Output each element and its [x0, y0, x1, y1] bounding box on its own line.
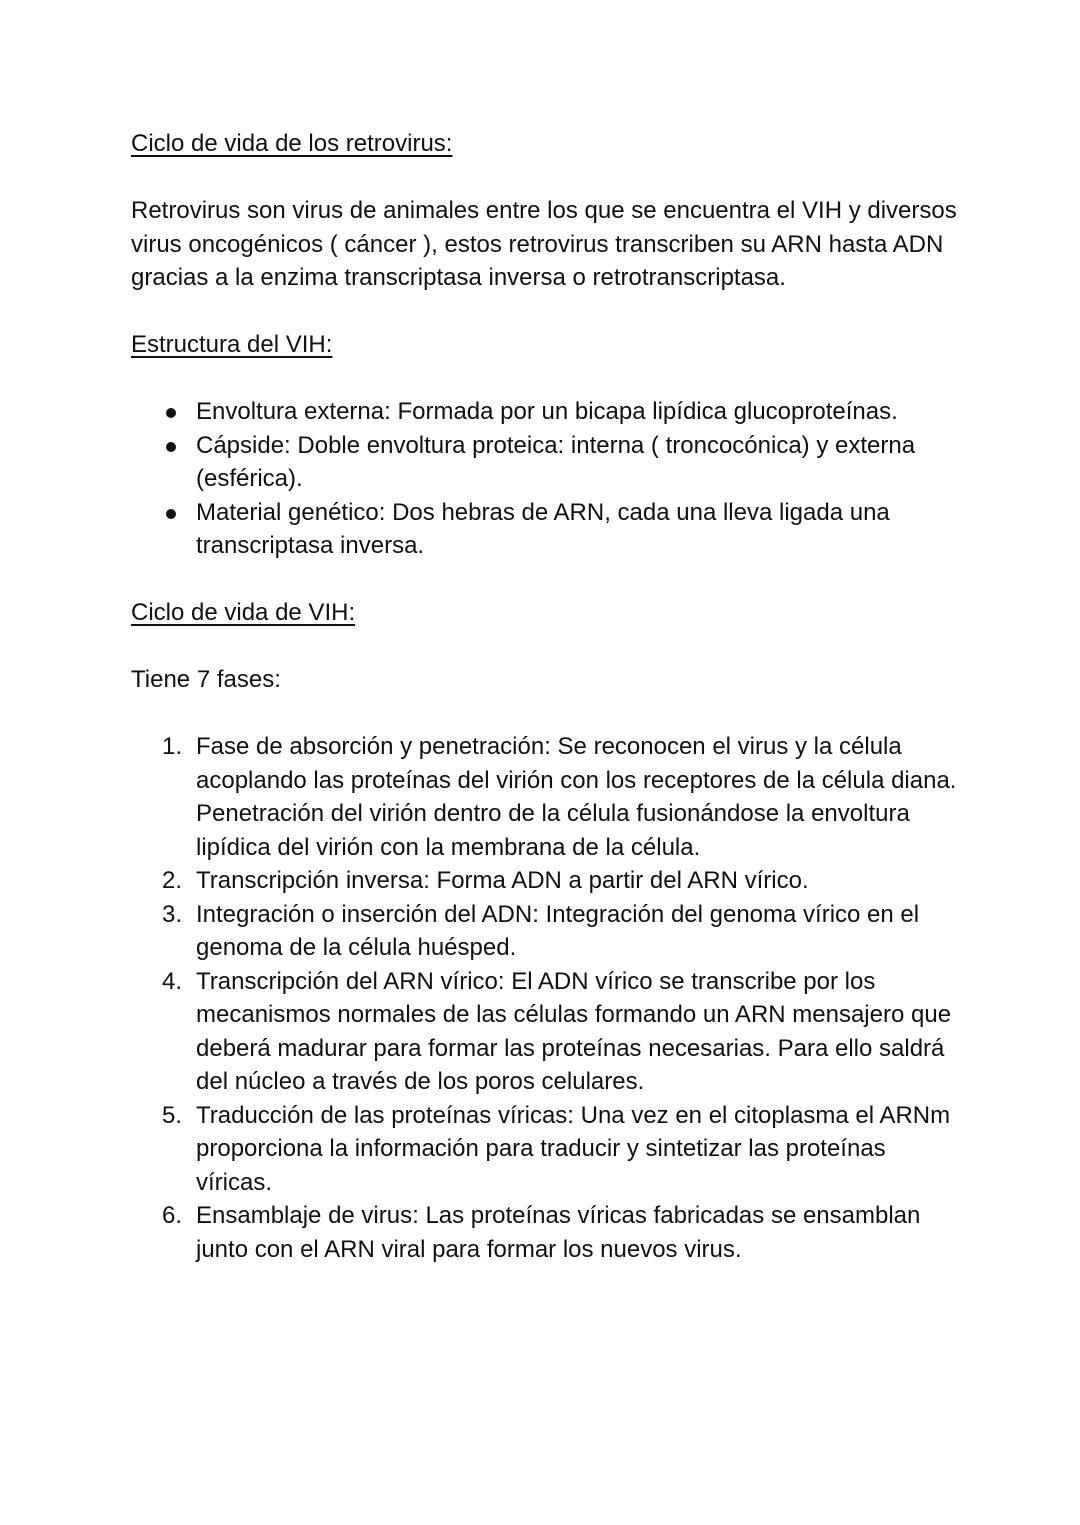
list-number: 4.	[162, 967, 183, 995]
spacer	[131, 630, 961, 664]
list-number: 6.	[162, 1202, 183, 1229]
spacer	[131, 362, 961, 396]
list-item-text: Traducción de las proteínas víricas: Una vez en el citoplasma el ARNm proporciona la información para traducir y sintetizar las proteínas víricas.	[196, 1101, 951, 1196]
phases-list	[131, 730, 961, 1266]
retrovirus-cycle-heading: Ciclo de vida de los retrovirus:	[131, 130, 453, 157]
bullet-icon	[166, 408, 176, 418]
list-item	[131, 496, 961, 563]
list-item-text: Cápside: Doble envoltura proteica: interna ( troncocónica) y externa (esférica).	[196, 431, 916, 492]
list-item-text: Transcripción inversa: Forma ADN a partir del ARN vírico.	[196, 867, 809, 894]
list-item	[131, 965, 961, 1099]
document-page	[131, 127, 961, 1266]
list-number: 1.	[162, 733, 183, 760]
list-item	[131, 864, 961, 898]
phases-intro: Tiene 7 fases:	[131, 666, 281, 693]
list-item-text: Material genético: Dos hebras de ARN, cada una lleva ligada una transcriptasa inversa.	[196, 498, 890, 559]
list-item-text: Integración o inserción del ADN: Integración del genoma vírico en el genoma de la célula huésped.	[196, 900, 920, 961]
list-item-text: Envoltura externa: Formada por un bicapa lipídica glucoproteínas.	[196, 398, 898, 425]
spacer	[131, 295, 961, 329]
structure-heading: Estructura del VIH:	[131, 331, 333, 358]
list-item	[131, 429, 961, 496]
list-item	[131, 898, 961, 965]
retrovirus-paragraph: Retrovirus son virus de animales entre los que se encuentra el VIH y diversos virus oncogénicos ( cáncer ), estos retrovirus transcriben su ARN hasta ADN gracias a la enzima transcriptasa inversa o retrotranscriptasa.	[131, 197, 957, 291]
bullet-icon	[166, 509, 176, 519]
hiv-cycle-heading: Ciclo de vida de VIH:	[131, 599, 356, 626]
spacer	[131, 563, 961, 597]
list-item-text: Fase de absorción y penetración: Se reconocen el virus y la célula acoplando las proteínas del virión con los receptores de la célula diana.	[196, 733, 957, 794]
list-number: 3.	[162, 900, 183, 928]
structure-list	[131, 395, 961, 563]
list-number: 5.	[162, 1101, 183, 1129]
spacer	[131, 697, 961, 731]
list-item	[131, 1099, 961, 1200]
spacer	[131, 161, 961, 195]
list-number: 2.	[162, 867, 183, 894]
bullet-icon	[166, 442, 176, 452]
list-item-text: Ensamblaje de virus: Las proteínas víricas fabricadas se ensamblan junto con el ARN viral para formar los nuevos virus.	[196, 1202, 921, 1263]
list-item	[131, 730, 961, 864]
list-item-text: Transcripción del ARN vírico: El ADN vírico se transcribe por los mecanismos normales de las células formando un ARN mensajero que deberá madurar para formar las proteínas necesarias. Para ello saldrá del núcleo a través de los poros celulares.	[196, 967, 952, 1095]
list-item-extra-text: Penetración del virión dentro de la célula fusionándose la envoltura lipídica del virión con la membrana de la célula.	[196, 800, 910, 861]
list-item	[131, 395, 961, 429]
list-item	[131, 1199, 961, 1266]
